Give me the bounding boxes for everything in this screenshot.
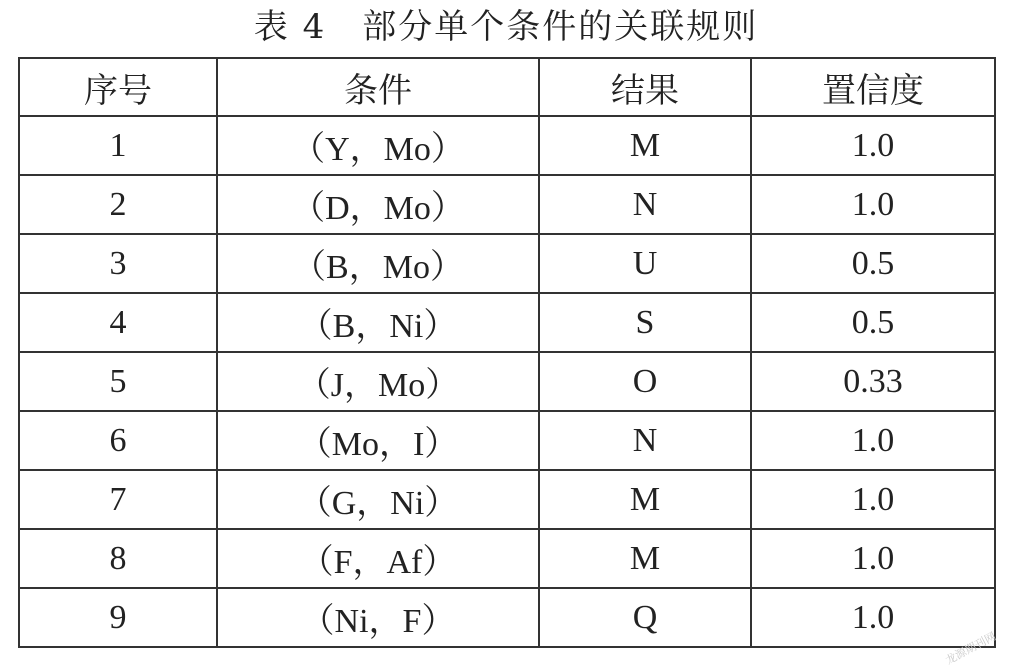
cell-condition: （D，Mo）: [217, 175, 539, 234]
header-index: 序号: [19, 58, 217, 116]
cell-result: M: [539, 470, 751, 529]
cell-result: N: [539, 411, 751, 470]
table-caption: 表 4 部分单个条件的关联规则: [253, 7, 759, 47]
cell-index: 5: [19, 352, 217, 411]
cell-index: 9: [19, 588, 217, 647]
cell-index: 4: [19, 293, 217, 352]
table-row: [19, 352, 995, 411]
cell-index: 2: [19, 175, 217, 234]
cell-confidence: 1.0: [751, 411, 995, 470]
table-row: [19, 529, 995, 588]
cell-condition: （Mo，I）: [217, 411, 539, 470]
cell-condition: （Y，Mo）: [217, 116, 539, 175]
cell-confidence: 1.0: [751, 116, 995, 175]
cell-condition: （G，Ni）: [217, 470, 539, 529]
cell-condition: （F，Af）: [217, 529, 539, 588]
table-header-row: [19, 58, 995, 116]
cell-result: O: [539, 352, 751, 411]
cell-index: 8: [19, 529, 217, 588]
cell-result: N: [539, 175, 751, 234]
cell-confidence: 0.33: [751, 352, 995, 411]
cell-result: M: [539, 529, 751, 588]
table-row: [19, 116, 995, 175]
table-row: [19, 411, 995, 470]
association-rules-table: [18, 57, 996, 648]
cell-condition: （J，Mo）: [217, 352, 539, 411]
cell-condition: （Ni，F）: [217, 588, 539, 647]
cell-result: U: [539, 234, 751, 293]
cell-index: 7: [19, 470, 217, 529]
cell-confidence: 1.0: [751, 588, 995, 647]
cell-result: M: [539, 116, 751, 175]
cell-result: S: [539, 293, 751, 352]
header-result: 结果: [539, 58, 751, 116]
cell-condition: （B，Mo）: [217, 234, 539, 293]
cell-result: Q: [539, 588, 751, 647]
header-confidence: 置信度: [751, 58, 995, 116]
cell-confidence: 1.0: [751, 529, 995, 588]
table-row: [19, 234, 995, 293]
table-row: [19, 293, 995, 352]
table-row: [19, 588, 995, 647]
header-condition: 条件: [217, 58, 539, 116]
table-row: [19, 175, 995, 234]
cell-confidence: 0.5: [751, 234, 995, 293]
watermark: 龙源期刊网: [943, 629, 999, 668]
cell-index: 3: [19, 234, 217, 293]
cell-condition: （B，Ni）: [217, 293, 539, 352]
cell-confidence: 1.0: [751, 470, 995, 529]
cell-index: 1: [19, 116, 217, 175]
cell-confidence: 1.0: [751, 175, 995, 234]
cell-index: 6: [19, 411, 217, 470]
cell-confidence: 0.5: [751, 293, 995, 352]
table-row: [19, 470, 995, 529]
